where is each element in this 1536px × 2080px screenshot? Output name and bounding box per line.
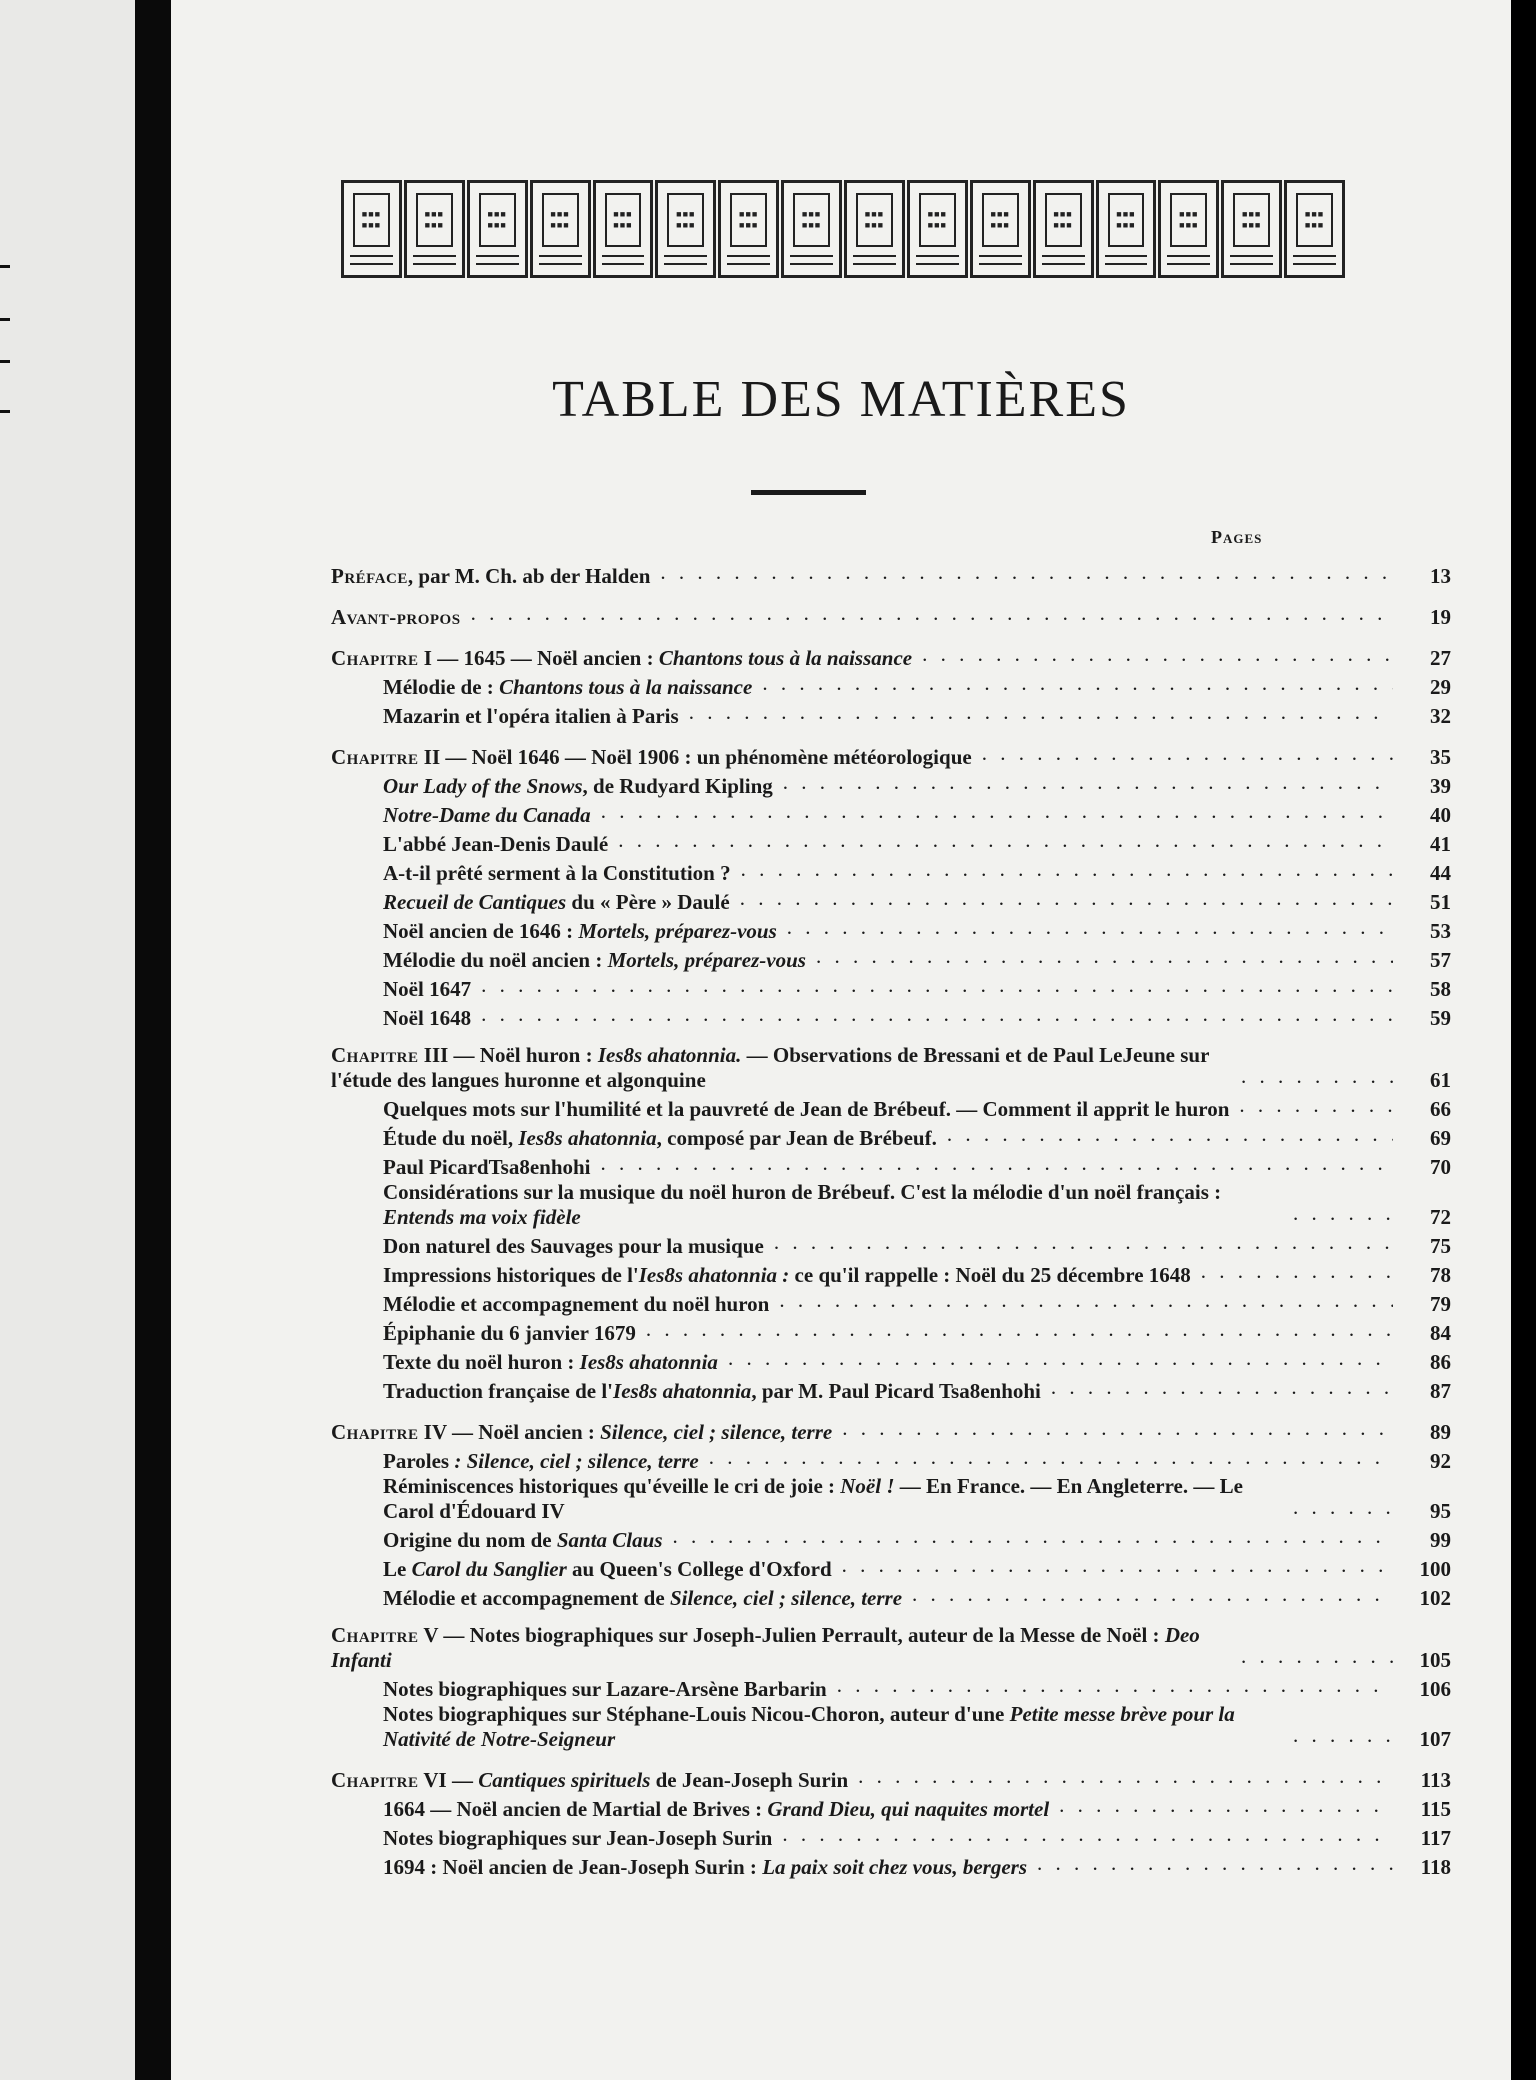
toc-text: Paroles: [383, 1449, 455, 1473]
toc-entry-title: [383, 704, 679, 729]
toc-entry-title: [383, 832, 608, 857]
toc-subentry: [331, 1673, 1451, 1702]
dot-leader: [947, 1122, 1393, 1147]
dot-leader: [1051, 1375, 1393, 1400]
toc-text-continued: de Jean-Joseph Surin: [650, 1768, 849, 1792]
toc-entry-title: [331, 605, 461, 630]
toc-subentry: [331, 1317, 1451, 1346]
ornament-tile: [530, 180, 591, 278]
toc-italic-title: Chantons tous à la naissance: [499, 675, 753, 699]
toc-text: Notes biographiques sur Lazare-Arsène Barbarin: [383, 1677, 827, 1701]
toc-subentry: [331, 1375, 1451, 1404]
left-page-margin: [0, 0, 150, 2080]
toc-subentry: [331, 1093, 1451, 1122]
toc-italic-title: Ies8s ahatonnia.: [597, 1043, 742, 1067]
dot-leader: [1241, 1064, 1393, 1089]
toc-entry-title: [331, 745, 972, 770]
toc-chapter-entry: [331, 1043, 1451, 1093]
toc-entry-title: [383, 1677, 827, 1702]
toc-subentry: [331, 1445, 1451, 1474]
ornament-tile: [1096, 180, 1157, 278]
toc-page-number: 72: [1430, 1205, 1451, 1229]
toc-chapter-entry: [331, 1764, 1451, 1793]
toc-text: III — Noël huron :: [418, 1043, 598, 1067]
ornament-tile: [844, 180, 905, 278]
toc-entry-title: [383, 1528, 663, 1553]
toc-page-number: 13: [1430, 564, 1451, 588]
toc-italic-title: Silence, ciel ; silence, terre: [669, 1586, 903, 1610]
ornament-tile: [781, 180, 842, 278]
toc-page-number: 75: [1430, 1234, 1451, 1258]
book-page: [171, 0, 1511, 2080]
toc-lead-word: Chapitre: [331, 1623, 419, 1647]
toc-text: Notes biographiques sur Stéphane-Louis Nicou-Choron, auteur d'une: [383, 1702, 1010, 1726]
toc-page-number: 27: [1430, 646, 1451, 670]
toc-page-number: 105: [1419, 1648, 1451, 1672]
toc-entry-title: [383, 861, 731, 886]
toc-page-number: 106: [1419, 1677, 1451, 1701]
toc-entry-title: [331, 1623, 1231, 1673]
dot-leader: [673, 1524, 1394, 1549]
toc-text: Origine du nom de: [383, 1528, 557, 1552]
toc-entry-title: [383, 1263, 1191, 1288]
toc-entry-title: [383, 919, 777, 944]
toc-chapter-entry: [331, 601, 1451, 630]
toc-text: , par M. Ch. ab der Halden: [407, 564, 651, 588]
toc-text: Mazarin et l'opéra italien à Paris: [383, 704, 679, 728]
toc-subentry: [331, 1582, 1451, 1611]
ornament-tile: [341, 180, 402, 278]
toc-text: Épiphanie du 6 janvier 1679: [383, 1321, 636, 1345]
toc-text: Paul PicardTsa8enhohi: [383, 1155, 591, 1179]
dot-leader: [741, 857, 1393, 882]
toc-page-number: 115: [1420, 1797, 1451, 1821]
ornament-tile: [1221, 180, 1282, 278]
toc-text: Le: [383, 1557, 412, 1581]
toc-subentry: [331, 700, 1451, 729]
dot-leader: [481, 973, 1393, 998]
toc-entry-title: [383, 1234, 764, 1259]
toc-text: V — Notes biographiques sur Joseph-Julien Perrault, auteur de la Messe de Noël :: [418, 1623, 1165, 1647]
toc-text: L'abbé Jean-Denis Daulé: [383, 832, 609, 856]
margin-mark: [0, 410, 10, 413]
toc-chapter-entry: [331, 642, 1451, 671]
toc-page-number: 100: [1419, 1557, 1451, 1581]
toc-entry-title: [383, 1826, 772, 1851]
dot-leader: [689, 700, 1393, 725]
toc-subentry: [331, 671, 1451, 700]
toc-subentry: [331, 1524, 1451, 1553]
book-gutter: [135, 0, 171, 2080]
dot-leader: [660, 560, 1393, 585]
dot-leader: [1059, 1793, 1393, 1818]
ornament-tile: [1158, 180, 1219, 278]
toc-page-number: 84: [1430, 1321, 1451, 1345]
dot-leader: [1201, 1259, 1393, 1284]
toc-lead-word: Chapitre: [331, 1043, 419, 1067]
toc-page-number: 87: [1430, 1379, 1451, 1403]
dot-leader: [471, 601, 1393, 626]
toc-text-continued: , par M. Paul Picard Tsa8enhohi: [751, 1379, 1041, 1403]
toc-subentry: [331, 770, 1451, 799]
toc-subentry: [331, 799, 1451, 828]
toc-italic-title: Ies8s ahatonnia :: [638, 1263, 790, 1287]
toc-chapter-entry: [331, 1623, 1451, 1673]
toc-subentry: [331, 1822, 1451, 1851]
toc-page-number: 57: [1430, 948, 1451, 972]
dot-leader: [646, 1317, 1393, 1342]
toc-entry-title: [383, 1855, 1027, 1880]
toc-italic-title: La paix soit chez vous, bergers: [762, 1855, 1028, 1879]
dot-leader: [779, 1288, 1393, 1313]
toc-page-number: 51: [1430, 890, 1451, 914]
toc-text: A-t-il prêté serment à la Constitution ?: [383, 861, 731, 885]
decorative-ornament-band: [341, 180, 1345, 278]
toc-entry-title: [383, 977, 471, 1002]
dot-leader: [618, 828, 1393, 853]
toc-text: Texte du noël huron :: [383, 1350, 580, 1374]
toc-page-number: 79: [1430, 1292, 1451, 1316]
toc-text-continued: — En France. — En Angleterre. — Le Carol d'Édouard IV: [383, 1474, 1243, 1523]
toc-text: Mélodie et accompagnement de: [383, 1586, 670, 1610]
toc-page-number: 69: [1430, 1126, 1451, 1150]
toc-text: I — 1645 — Noël ancien :: [418, 646, 659, 670]
dot-leader: [912, 1582, 1393, 1607]
title-rule: [751, 490, 866, 495]
toc-page-number: 19: [1430, 605, 1451, 629]
toc-italic-title: Cantiques spirituels: [478, 1768, 651, 1792]
margin-mark: [0, 360, 10, 363]
toc-italic-title: Our Lady of the Snows: [383, 774, 583, 798]
toc-italic-title: Deo Infanti: [331, 1623, 1200, 1672]
toc-subentry: [331, 1151, 1451, 1180]
toc-subentry: [331, 857, 1451, 886]
toc-italic-title: Ies8s ahatonnia: [518, 1126, 657, 1150]
toc-page-number: 44: [1430, 861, 1451, 885]
toc-text: Quelques mots sur l'humilité et la pauvreté de Jean de Brébeuf. — Comment il apprit le huron: [383, 1097, 1230, 1121]
toc-lead-word: Préface: [331, 564, 408, 588]
toc-text: Réminiscences historiques qu'éveille le cri de joie :: [383, 1474, 841, 1498]
ornament-tile: [907, 180, 968, 278]
toc-entry-title: [383, 890, 730, 915]
toc-entry-title: [383, 1586, 902, 1611]
ornament-tile: [404, 180, 465, 278]
toc-subentry: [331, 1851, 1451, 1880]
toc-chapter-entry: [331, 1416, 1451, 1445]
toc-text: II — Noël 1646 — Noël 1906 : un phénomène météorologique: [418, 745, 972, 769]
toc-italic-title: Petite messe brève pour la Nativité de Notre-Seigneur: [383, 1702, 1235, 1751]
dot-leader: [837, 1673, 1393, 1698]
toc-italic-title: Notre-Dame du Canada: [383, 803, 591, 827]
toc-text: Mélodie de :: [383, 675, 500, 699]
toc-text: Noël 1647: [383, 977, 472, 1001]
dot-leader: [481, 1002, 1393, 1027]
toc-italic-title: Chantons tous à la naissance: [658, 646, 913, 670]
dot-leader: [842, 1416, 1393, 1441]
dot-leader: [922, 642, 1393, 667]
dot-leader: [787, 915, 1393, 940]
dot-leader: [1239, 1093, 1393, 1118]
dot-leader: [774, 1230, 1393, 1255]
dot-leader: [601, 1151, 1393, 1176]
toc-subentry: [331, 828, 1451, 857]
ornament-tile: [1033, 180, 1094, 278]
toc-italic-title: Mortels, préparez-vous: [607, 948, 806, 972]
toc-text: Don naturel des Sauvages pour la musique: [383, 1234, 764, 1258]
toc-entry-title: [383, 948, 806, 973]
dot-leader: [1293, 1723, 1393, 1748]
toc-italic-title: : Silence, ciel ; silence, terre: [454, 1449, 699, 1473]
toc-italic-title: Mortels, préparez-vous: [578, 919, 777, 943]
toc-italic-title: Carol du Sanglier: [411, 1557, 567, 1581]
toc-text: 1664 — Noël ancien de Martial de Brives :: [383, 1797, 768, 1821]
ornament-tile: [718, 180, 779, 278]
toc-page-number: 39: [1430, 774, 1451, 798]
toc-italic-title: Santa Claus: [556, 1528, 663, 1552]
toc-lead-word: Chapitre: [331, 745, 419, 769]
toc-chapter-entry: [331, 741, 1451, 770]
toc-italic-title: Ies8s ahatonnia: [613, 1379, 752, 1403]
toc-subentry: [331, 915, 1451, 944]
dot-leader: [1293, 1201, 1393, 1226]
toc-lead-word: Chapitre: [331, 646, 419, 670]
toc-italic-title: Ies8s ahatonnia: [579, 1350, 718, 1374]
toc-subentry: [331, 973, 1451, 1002]
toc-page-number: 70: [1430, 1155, 1451, 1179]
ornament-tile: [593, 180, 654, 278]
toc-text-continued: ce qu'il rappelle : Noël du 25 décembre 1648: [789, 1263, 1191, 1287]
toc-entry-title: [331, 1768, 848, 1793]
toc-entry-title: [383, 1097, 1229, 1122]
toc-subentry: [331, 1553, 1451, 1582]
toc-entry-title: [383, 1797, 1049, 1822]
ornament-tile: [1284, 180, 1345, 278]
toc-subentry: [331, 1793, 1451, 1822]
toc-subentry: [331, 1288, 1451, 1317]
toc-page-number: 66: [1430, 1097, 1451, 1121]
toc-page-number: 41: [1430, 832, 1451, 856]
toc-text-continued: , composé par Jean de Brébeuf.: [656, 1126, 937, 1150]
toc-page-number: 95: [1430, 1499, 1451, 1523]
toc-page-number: 89: [1430, 1420, 1451, 1444]
dot-leader: [1293, 1495, 1393, 1520]
ornament-tile: [467, 180, 528, 278]
toc-entry-title: [383, 1292, 769, 1317]
toc-subentry: [331, 1474, 1451, 1524]
toc-subentry: [331, 1346, 1451, 1375]
margin-mark: [0, 265, 10, 268]
toc-entry-title: [383, 1350, 718, 1375]
toc-entry-title: [383, 1321, 636, 1346]
toc-page-number: 61: [1430, 1068, 1451, 1092]
toc-text: VI —: [418, 1768, 479, 1792]
toc-page-number: 99: [1430, 1528, 1451, 1552]
dot-leader: [982, 741, 1393, 766]
toc-text: Mélodie du noël ancien :: [383, 948, 608, 972]
toc-page-number: 117: [1420, 1826, 1451, 1850]
toc-italic-title: Noël !: [840, 1474, 895, 1498]
scan-border: [1511, 0, 1536, 2080]
toc-entry-title: [383, 1180, 1283, 1230]
toc-text-continued: du « Père » Daulé: [566, 890, 730, 914]
toc-page-number: 78: [1430, 1263, 1451, 1287]
dot-leader: [1037, 1851, 1393, 1876]
dot-leader: [858, 1764, 1393, 1789]
toc-subentry: [331, 1002, 1451, 1031]
dot-leader: [762, 671, 1393, 696]
toc-entry-title: [383, 1379, 1041, 1404]
toc-page-number: 29: [1430, 675, 1451, 699]
ornament-tile: [970, 180, 1031, 278]
toc-italic-title: Grand Dieu, qui naquites mortel: [767, 1797, 1050, 1821]
toc-text: Traduction française de l': [383, 1379, 614, 1403]
toc-subentry: [331, 1180, 1451, 1230]
toc-text: Noël ancien de 1646 :: [383, 919, 579, 943]
toc-text-continued: au Queen's College d'Oxford: [566, 1557, 832, 1581]
toc-page-number: 118: [1420, 1855, 1451, 1879]
table-of-contents: [331, 560, 1451, 1880]
dot-leader: [740, 886, 1393, 911]
toc-italic-title: Silence, ciel ; silence, terre: [600, 1420, 833, 1444]
toc-subentry: [331, 944, 1451, 973]
toc-entry-title: [383, 1474, 1283, 1524]
toc-text: Impressions historiques de l': [383, 1263, 639, 1287]
toc-entry-title: [331, 1420, 832, 1445]
dot-leader: [782, 1822, 1393, 1847]
dot-leader: [709, 1445, 1393, 1470]
toc-text-continued: , de Rudyard Kipling: [582, 774, 773, 798]
dot-leader: [601, 799, 1393, 824]
toc-text: 1694 : Noël ancien de Jean-Joseph Surin :: [383, 1855, 763, 1879]
toc-page-number: 102: [1419, 1586, 1451, 1610]
toc-entry-title: [331, 1043, 1231, 1093]
toc-entry-title: [383, 1702, 1283, 1752]
toc-subentry: [331, 1259, 1451, 1288]
toc-chapter-entry: [331, 560, 1451, 589]
toc-subentry: [331, 1230, 1451, 1259]
toc-page-number: 53: [1430, 919, 1451, 943]
dot-leader: [783, 770, 1393, 795]
pages-column-heading: Pages: [1211, 527, 1263, 547]
toc-entry-title: [331, 646, 912, 671]
toc-page-number: 32: [1430, 704, 1451, 728]
toc-entry-title: [383, 774, 773, 799]
toc-subentry: [331, 1702, 1451, 1752]
toc-text: Étude du noël,: [383, 1126, 519, 1150]
toc-italic-title: Entends ma voix fidèle: [383, 1205, 581, 1229]
toc-text: Considérations sur la musique du noël huron de Brébeuf. C'est la mélodie d'un noël français :: [383, 1180, 1222, 1204]
toc-entry-title: [331, 564, 650, 589]
toc-entry-title: [383, 675, 752, 700]
toc-page-number: 35: [1430, 745, 1451, 769]
toc-entry-title: [383, 1557, 832, 1582]
toc-page-number: 107: [1419, 1727, 1451, 1751]
ornament-tile: [655, 180, 716, 278]
dot-leader: [1241, 1644, 1393, 1669]
toc-page-number: 58: [1430, 977, 1451, 1001]
toc-lead-word: Chapitre: [331, 1420, 419, 1444]
dot-leader: [842, 1553, 1393, 1578]
toc-lead-word: Avant-propos: [331, 605, 461, 629]
dot-leader: [816, 944, 1393, 969]
toc-text: IV — Noël ancien :: [418, 1420, 601, 1444]
toc-text: Mélodie et accompagnement du noël huron: [383, 1292, 770, 1316]
toc-page-number: 92: [1430, 1449, 1451, 1473]
toc-entry-title: [383, 803, 591, 828]
toc-entry-title: [383, 1155, 591, 1180]
toc-entry-title: [383, 1449, 699, 1474]
toc-page-number: 40: [1430, 803, 1451, 827]
toc-subentry: [331, 886, 1451, 915]
page-title: TABLE DES MATIÈRES: [552, 371, 1130, 428]
toc-lead-word: Chapitre: [331, 1768, 419, 1792]
toc-page-number: 113: [1420, 1768, 1451, 1792]
toc-page-number: 59: [1430, 1006, 1451, 1030]
toc-text: Notes biographiques sur Jean-Joseph Surin: [383, 1826, 773, 1850]
dot-leader: [728, 1346, 1393, 1371]
toc-italic-title: Recueil de Cantiques: [383, 890, 567, 914]
toc-text-continued: — Observations de Bressani et de Paul LeJeune sur l'étude des langues huronne et algonquine: [331, 1043, 1210, 1092]
toc-entry-title: [383, 1126, 937, 1151]
toc-page-number: 86: [1430, 1350, 1451, 1374]
toc-entry-title: [383, 1006, 471, 1031]
toc-subentry: [331, 1122, 1451, 1151]
margin-mark: [0, 318, 10, 321]
toc-text: Noël 1648: [383, 1006, 472, 1030]
